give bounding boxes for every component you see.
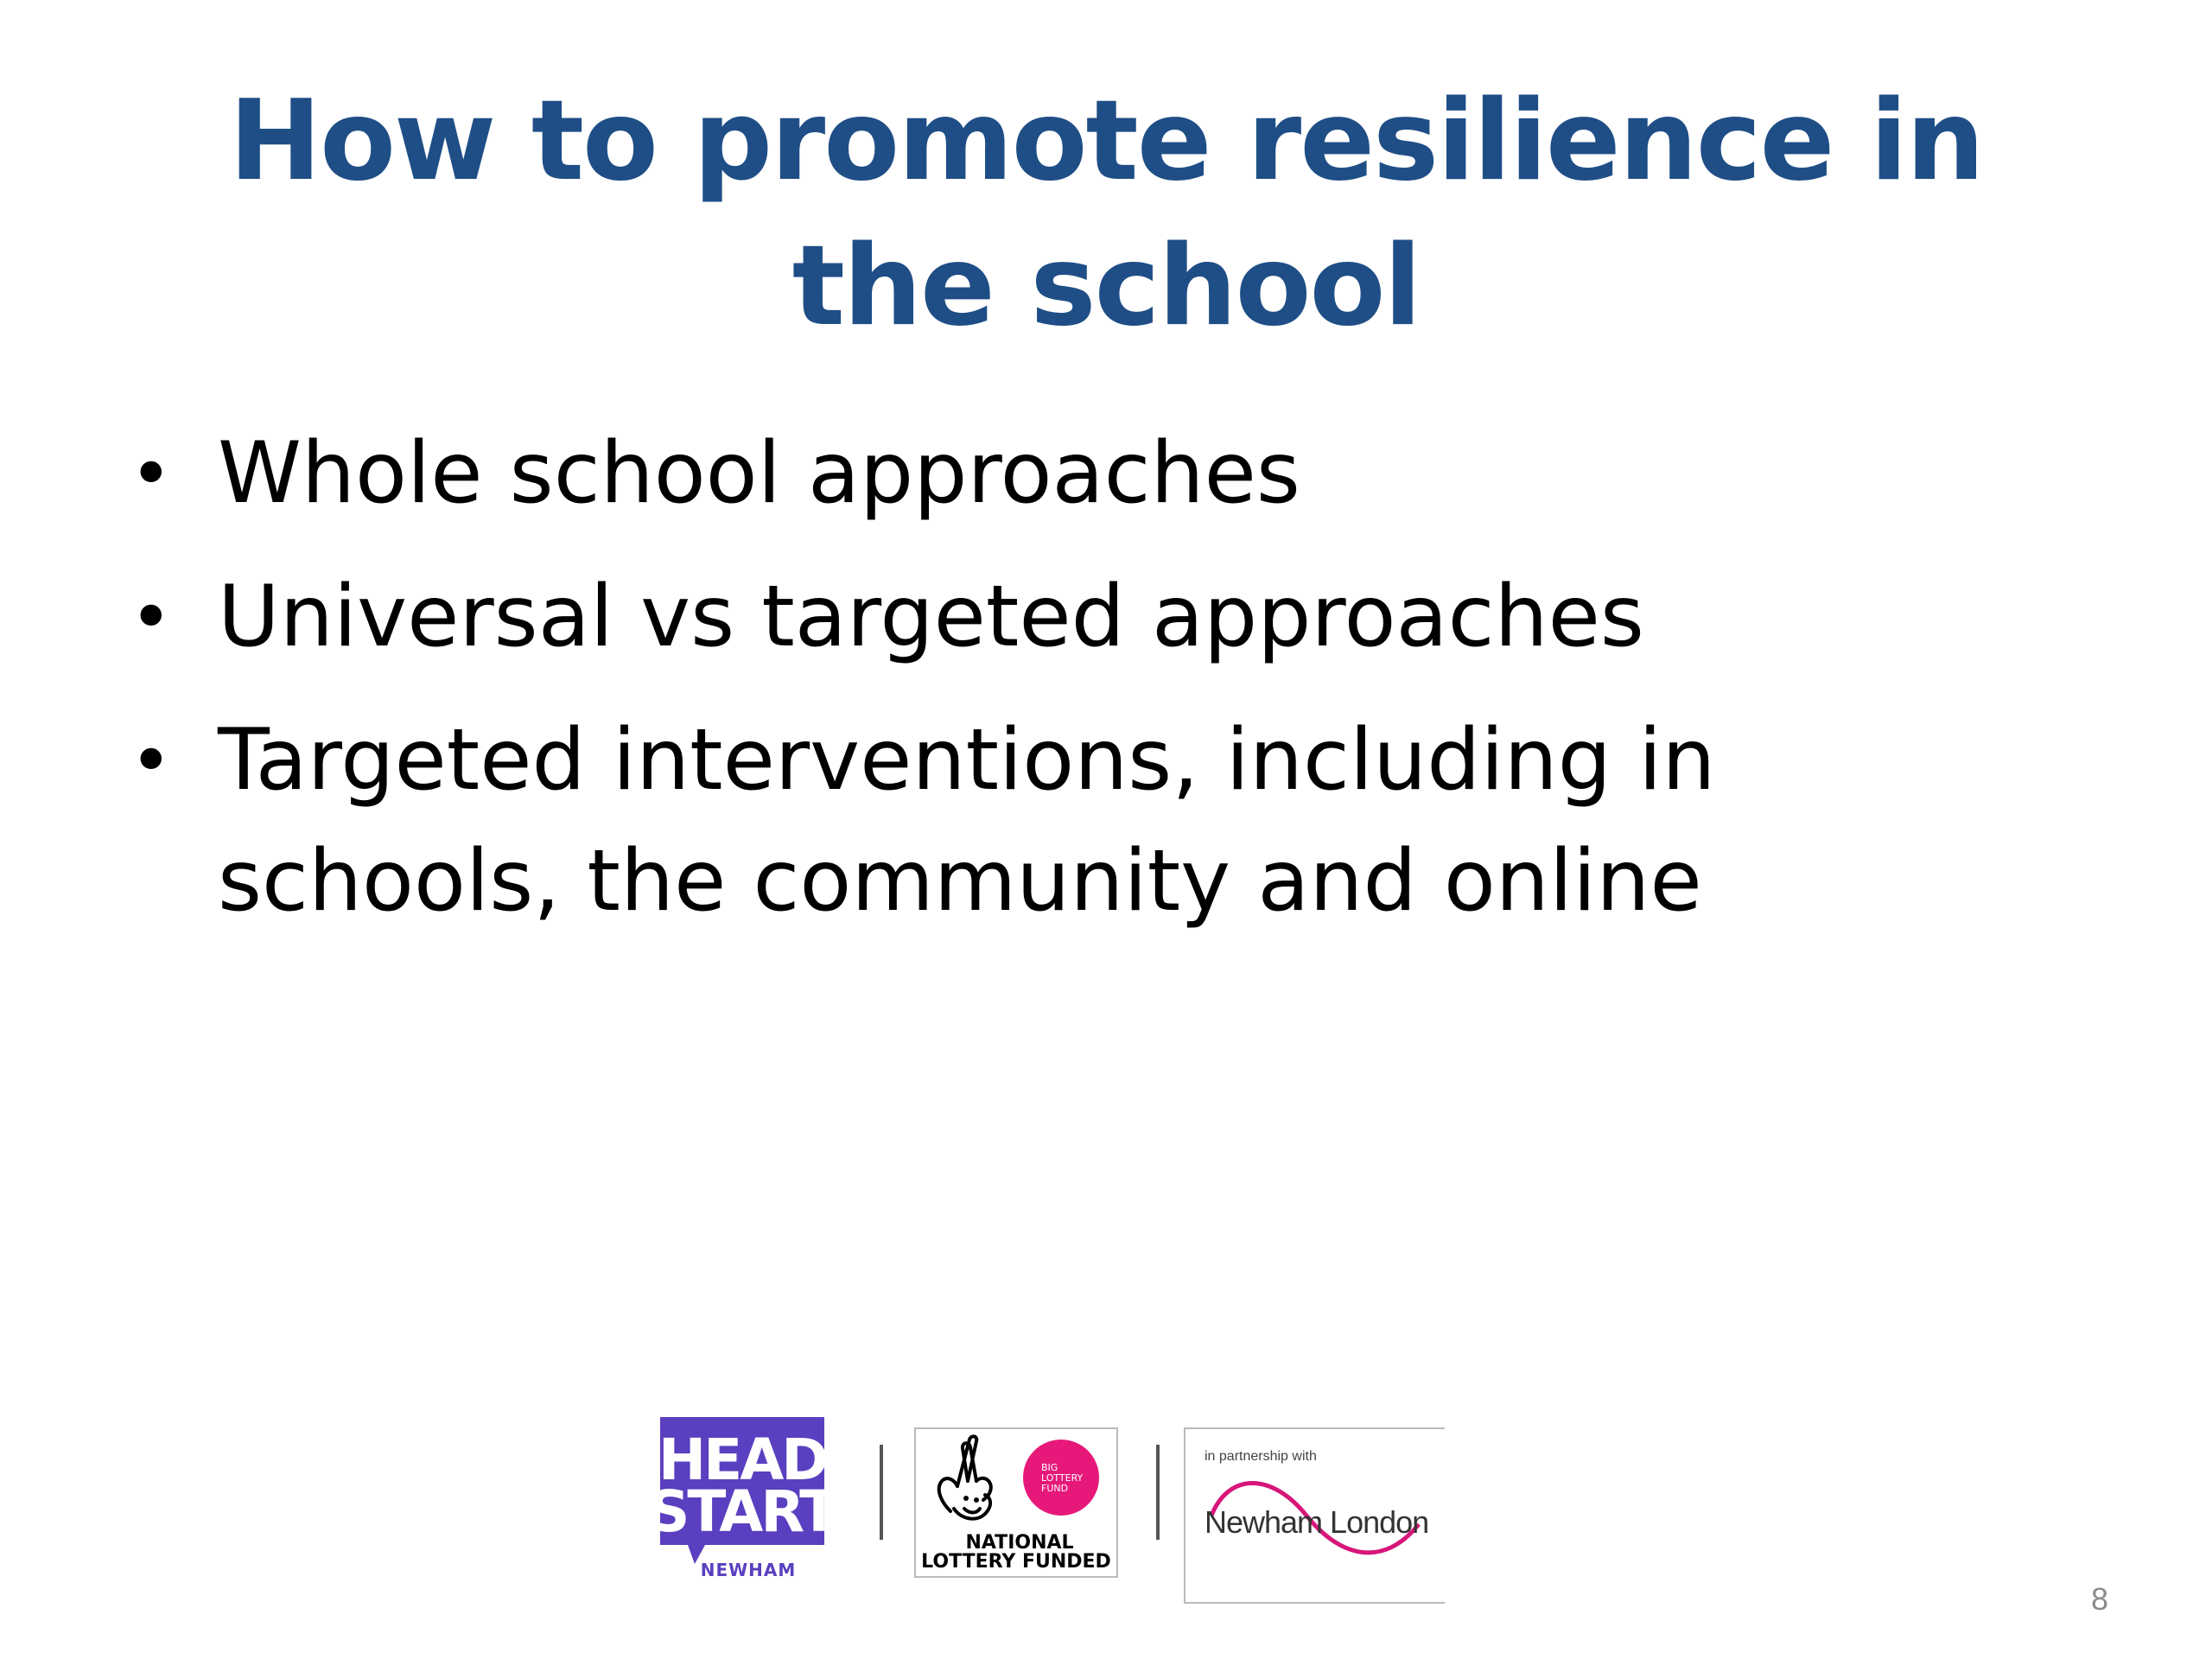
bullet-item — [130, 556, 2031, 677]
headstart-line2: START — [648, 1478, 836, 1545]
partnership-caption: in partnership with — [1205, 1449, 1317, 1464]
newham-logo-graphic — [1185, 1429, 1445, 1602]
lottery-line2: LOTTERY FUNDED — [921, 1551, 1111, 1573]
bullet-marker: • — [130, 718, 173, 803]
page-number: 8 — [2090, 1581, 2108, 1617]
headstart-newham-logo — [648, 1417, 836, 1581]
newham-london-name: Newham London — [1205, 1504, 1429, 1540]
bullet-marker: • — [130, 575, 173, 659]
lottery-line1: NATIONAL — [965, 1532, 1074, 1554]
bullet-list — [130, 413, 2031, 964]
headstart-line1: HEAD — [658, 1427, 827, 1493]
badge-text-3: FUND — [1041, 1483, 1069, 1494]
newham-london-logo — [1184, 1427, 1445, 1604]
national-lottery-logo — [914, 1427, 1118, 1578]
badge-text-2: LOTTERY — [1041, 1472, 1084, 1484]
bullet-item — [130, 413, 2031, 534]
logo-separator — [880, 1445, 883, 1540]
slide-title: How to promote resilience in the school — [228, 77, 1984, 351]
bullet-text: Universal vs targeted approaches — [218, 568, 1644, 666]
crossed-fingers-icon — [939, 1436, 991, 1518]
bullet-text: Targeted interventions, including in schools, the community and online — [218, 711, 1716, 931]
badge-text-1: BIG — [1041, 1462, 1058, 1473]
bullet-text: Whole school approaches — [218, 424, 1300, 523]
headstart-sub: NEWHAM — [700, 1560, 797, 1580]
bullet-marker: • — [130, 431, 173, 516]
bullet-item — [130, 700, 2031, 942]
logo-separator — [1156, 1445, 1160, 1540]
lottery-logo-graphic — [916, 1429, 1116, 1576]
